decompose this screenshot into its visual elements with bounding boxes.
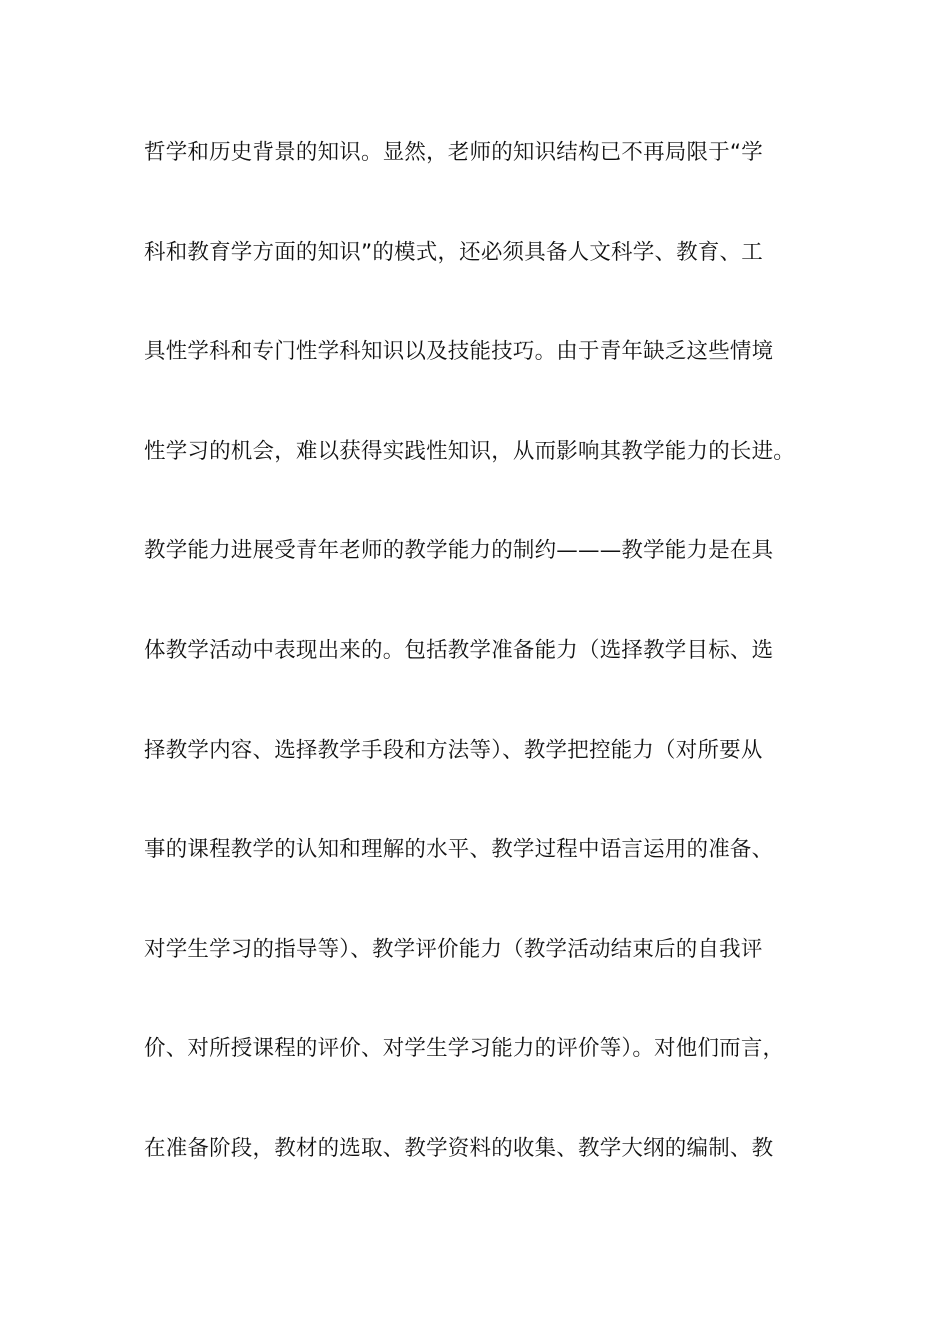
text-line: 体教学活动中表现出来的。包括教学准备能力（选择教学目标、选 [144,637,774,663]
text-line: 性学习的机会，难以获得实践性知识，从而影响其教学能力的长进。 [144,438,796,464]
text-line: 择教学内容、选择教学手段和方法等）、教学把控能力（对所要从 [144,737,763,763]
body-text [144,133,814,1229]
text-line: 价、对所授课程的评价、对学生学习能力的评价等）。对他们而言， [144,1036,785,1062]
text-line: 科和教育学方面的知识”的模式，还必须具备人文科学、教育、工 [144,239,763,265]
text-line: 具性学科和专门性学科知识以及技能技巧。由于青年缺乏这些情境 [144,339,774,365]
text-line: 哲学和历史背景的知识。显然，老师的知识结构已不再局限于“学 [144,140,763,165]
text-line: 在准备阶段，教材的选取、教学资料的收集、教学大纲的编制、教 [144,1135,774,1161]
text-line: 对学生学习的指导等）、教学评价能力（教学活动结束后的自我评 [144,936,763,962]
text-line: 教学能力进展受青年老师的教学能力的制约———教学能力是在具 [144,538,774,564]
text-line: 事的课程教学的认知和理解的水平、教学过程中语言运用的准备、 [144,837,774,863]
